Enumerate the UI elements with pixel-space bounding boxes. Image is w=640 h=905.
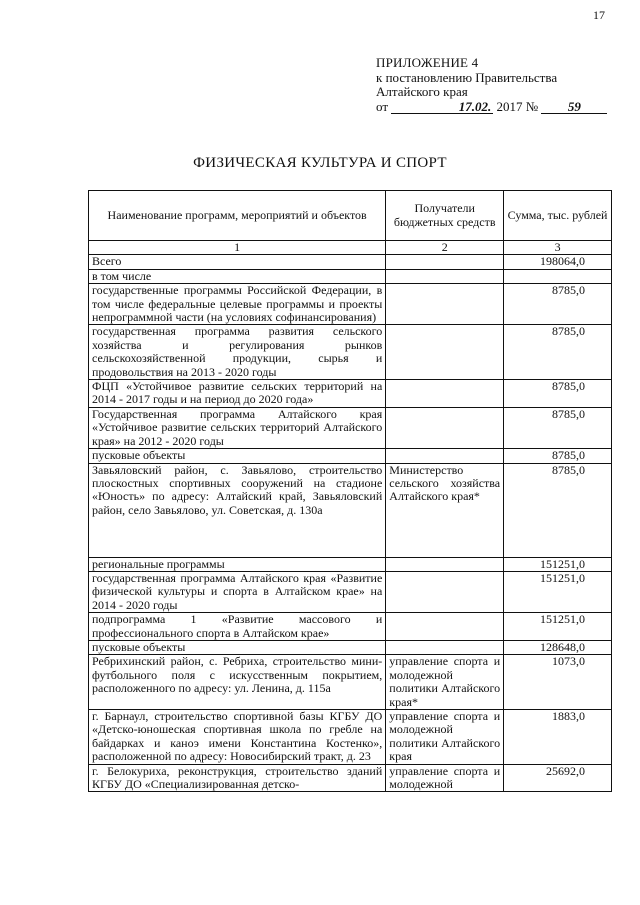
col-num-2: 2 <box>386 241 504 255</box>
row-recipient <box>386 284 504 325</box>
row-sum: 8785,0 <box>504 449 612 463</box>
row-recipient: управление спорта и молодежной <box>386 764 504 792</box>
row-recipient <box>386 557 504 571</box>
row-sum: 128648,0 <box>504 640 612 654</box>
appendix-line2: к постановлению Правительства <box>376 69 558 85</box>
table-row <box>89 449 612 463</box>
budget-table <box>88 190 612 792</box>
row-recipient <box>386 640 504 654</box>
row-sum: 198064,0 <box>504 255 612 269</box>
col-header-name: Наименование программ, мероприятий и объектов <box>89 191 386 241</box>
row-sum: 8785,0 <box>504 407 612 448</box>
row-recipient <box>386 571 504 612</box>
row-name: пусковые объекты <box>89 640 386 654</box>
row-sum: 8785,0 <box>504 463 612 557</box>
row-recipient <box>386 407 504 448</box>
table-row <box>89 380 612 408</box>
row-recipient <box>386 449 504 463</box>
row-name: государственные программы Российской Федерации, в том числе федеральные целевые программы и проекты непрограммной части (на условиях софинансирования) <box>89 284 386 325</box>
row-name: государственная программа Алтайского края «Развитие физической культуры и спорта в Алтайском крае» на 2014 - 2020 годы <box>89 571 386 612</box>
row-sum <box>504 269 612 283</box>
table-row <box>89 407 612 448</box>
page-title: ФИЗИЧЕСКАЯ КУЛЬТУРА И СПОРТ <box>193 155 447 171</box>
table-number-row <box>89 241 612 255</box>
row-recipient <box>386 613 504 641</box>
row-recipient: управление спорта и молодежной политики Алтайского края* <box>386 655 504 710</box>
row-recipient: управление спорта и молодежной политики Алтайского края <box>386 709 504 764</box>
table-row <box>89 613 612 641</box>
col-num-1: 1 <box>89 241 386 255</box>
date-prefix: от <box>376 98 389 114</box>
col-num-3: 3 <box>504 241 612 255</box>
row-recipient <box>386 380 504 408</box>
table-row <box>89 255 612 269</box>
row-sum: 151251,0 <box>504 571 612 612</box>
row-recipient <box>386 325 504 380</box>
appendix-line3: Алтайского края <box>376 84 468 99</box>
row-sum: 8785,0 <box>504 284 612 325</box>
table-row <box>89 655 612 710</box>
row-name: подпрограмма 1 «Развитие массового и профессионального спорта в Алтайском крае» <box>89 613 386 641</box>
table-row <box>89 284 612 325</box>
row-name: пусковые объекты <box>89 449 386 463</box>
row-recipient: Министерство сельского хозяйства Алтайского края* <box>386 463 504 557</box>
appendix-block <box>376 56 626 114</box>
row-sum: 8785,0 <box>504 380 612 408</box>
table-row <box>89 325 612 380</box>
year-label: 2017 № <box>496 98 539 114</box>
row-name: Всего <box>89 255 386 269</box>
table-row <box>89 571 612 612</box>
row-name: Завьяловский район, с. Завьялово, строительство плоскостных спортивных сооружений на стадионе «Юность» по адресу: Алтайский край, Завьяловский район, село Завьялово, ул. Советская, д. 130а <box>89 463 386 557</box>
table-row <box>89 269 612 283</box>
row-recipient <box>386 269 504 283</box>
appendix-date-line <box>376 100 626 115</box>
col-header-recipient: Получатели бюджетных средств <box>386 191 504 241</box>
row-recipient <box>386 255 504 269</box>
table-row <box>89 709 612 764</box>
row-sum: 8785,0 <box>504 325 612 380</box>
row-sum: 1073,0 <box>504 655 612 710</box>
row-name: государственная программа развития сельского хозяйства и регулирования рынков сельскохозяйственной продукции, сырья и продовольствия на 2013 - 2020 годы <box>89 325 386 380</box>
row-sum: 1883,0 <box>504 709 612 764</box>
table-row <box>89 764 612 792</box>
page-number: 17 <box>593 8 605 22</box>
table-row <box>89 463 612 557</box>
decree-number: 59 <box>541 101 607 114</box>
row-name: г. Барнаул, строительство спортивной базы КГБУ ДО «Детско-юношеская спортивная школа по гребле на байдарках и каноэ имени Константина Костенко», расположенной по адресу: Новосибирский тракт, д. 23 <box>89 709 386 764</box>
row-name: Государственная программа Алтайского края «Устойчивое развитие сельских территорий Алтайского края» на 2012 - 2020 годы <box>89 407 386 448</box>
table-row <box>89 640 612 654</box>
row-name: г. Белокуриха, реконструкция, строительство зданий КГБУ ДО «Специализированная детско- <box>89 764 386 792</box>
row-sum: 151251,0 <box>504 613 612 641</box>
table-row <box>89 557 612 571</box>
row-name: Ребрихинский район, с. Ребриха, строительство мини-футбольного поля с искусственным покрытием, расположенного по адресу: ул. Ленина, д. 115а <box>89 655 386 710</box>
row-sum: 151251,0 <box>504 557 612 571</box>
date-value: 17.02. <box>391 101 493 114</box>
col-header-sum: Сумма, тыс. рублей <box>504 191 612 241</box>
row-name: в том числе <box>89 269 386 283</box>
row-sum: 25692,0 <box>504 764 612 792</box>
row-name: ФЦП «Устойчивое развитие сельских территорий на 2014 - 2017 годы и на период до 2020 года» <box>89 380 386 408</box>
table-header-row <box>89 191 612 241</box>
appendix-title: ПРИЛОЖЕНИЕ 4 <box>376 55 479 70</box>
row-name: региональные программы <box>89 557 386 571</box>
